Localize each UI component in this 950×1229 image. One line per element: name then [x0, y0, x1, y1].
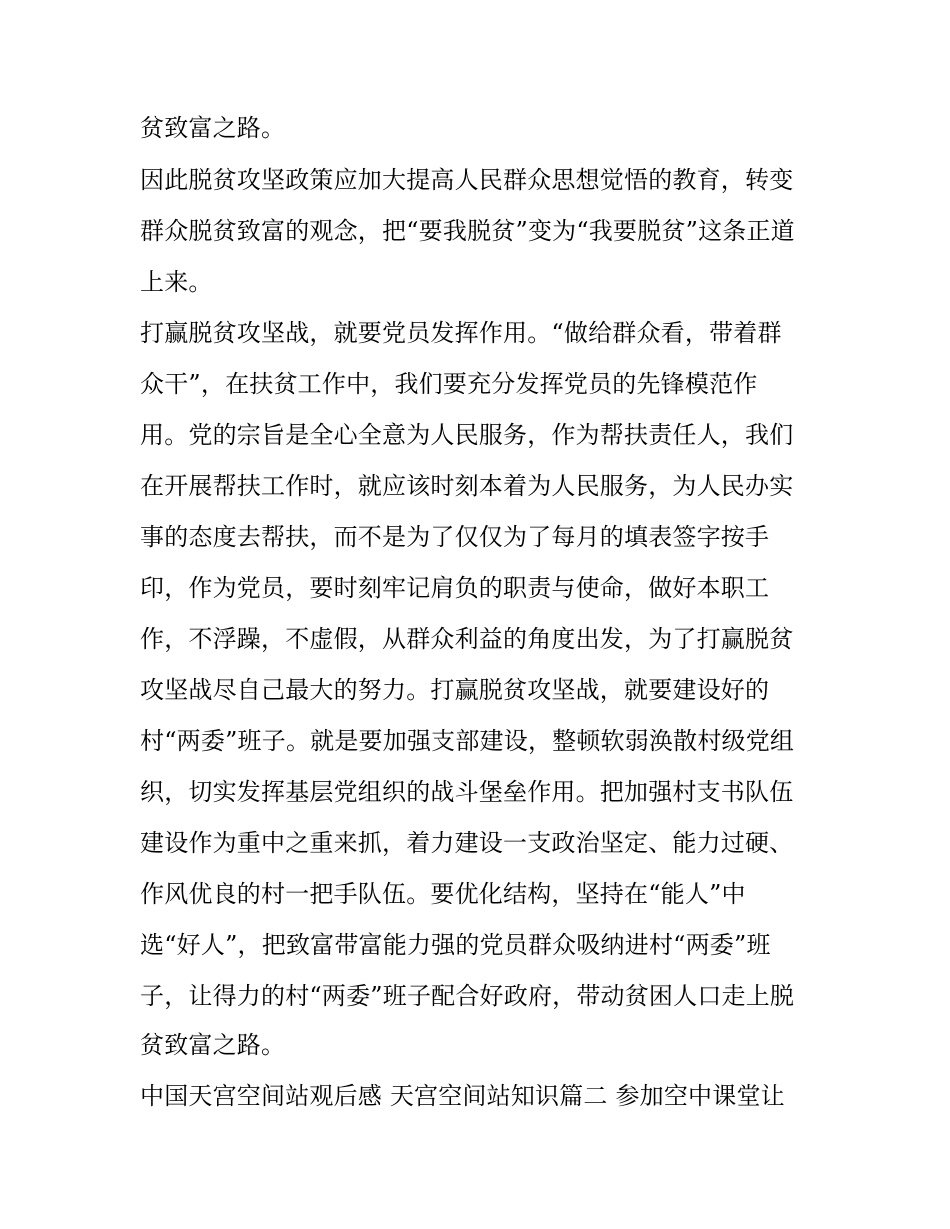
text-line-15: 建设作为重中之重来抓，着力建设一支政治坚定、能力过硬、	[140, 829, 794, 857]
text-line-14: 织，切实发挥基层党组织的战斗堡垒作用。把加强村支书队伍	[140, 778, 794, 806]
text-line-6: 众干”，在扶贫工作中，我们要充分发挥党员的先锋模范作	[140, 370, 758, 398]
text-line-9: 事的态度去帮扶，而不是为了仅仅为了每月的填表签字按手	[140, 523, 770, 551]
text-line-2: 因此脱贫攻坚政策应加大提高人民群众思想觉悟的教育，转变	[140, 166, 794, 194]
text-line-12: 攻坚战尽自己最大的努力。打赢脱贫攻坚战，就要建设好的	[140, 676, 770, 704]
text-line-11: 作，不浮躁，不虚假，从群众利益的角度出发，为了打赢脱贫	[140, 625, 794, 653]
text-line-19: 贫致富之路。	[140, 1031, 286, 1059]
text-line-4: 上来。	[140, 268, 213, 296]
text-line-5: 打赢脱贫攻坚战，就要党员发挥作用。“做给群众看，带着群	[140, 319, 782, 347]
text-line-17: 选“好人”，把致富带富能力强的党员群众吸纳进村“两委”班	[140, 931, 771, 959]
text-line-1: 贫致富之路。	[140, 114, 286, 142]
text-line-16: 作风优良的村一把手队伍。要优化结构，坚持在“能人”中	[140, 880, 746, 908]
text-line-7: 用。党的宗旨是全心全意为人民服务，作为帮扶责任人，我们	[140, 421, 794, 449]
text-line-18: 子，让得力的村“两委”班子配合好政府，带动贫困人口走上脱	[140, 982, 795, 1010]
text-line-20: 中国天宫空间站观后感 天宫空间站知识篇二 参加空中课堂让	[140, 1082, 785, 1110]
text-line-3: 群众脱贫致富的观念，把“要我脱贫”变为“我要脱贫”这条正道	[140, 217, 795, 245]
text-line-13: 村“两委”班子。就是要加强支部建设，整顿软弱涣散村级党组	[140, 727, 795, 755]
text-line-8: 在开展帮扶工作时，就应该时刻本着为人民服务，为人民办实	[140, 472, 794, 500]
text-line-10: 印，作为党员，要时刻牢记肩负的职责与使命，做好本职工	[140, 574, 770, 602]
